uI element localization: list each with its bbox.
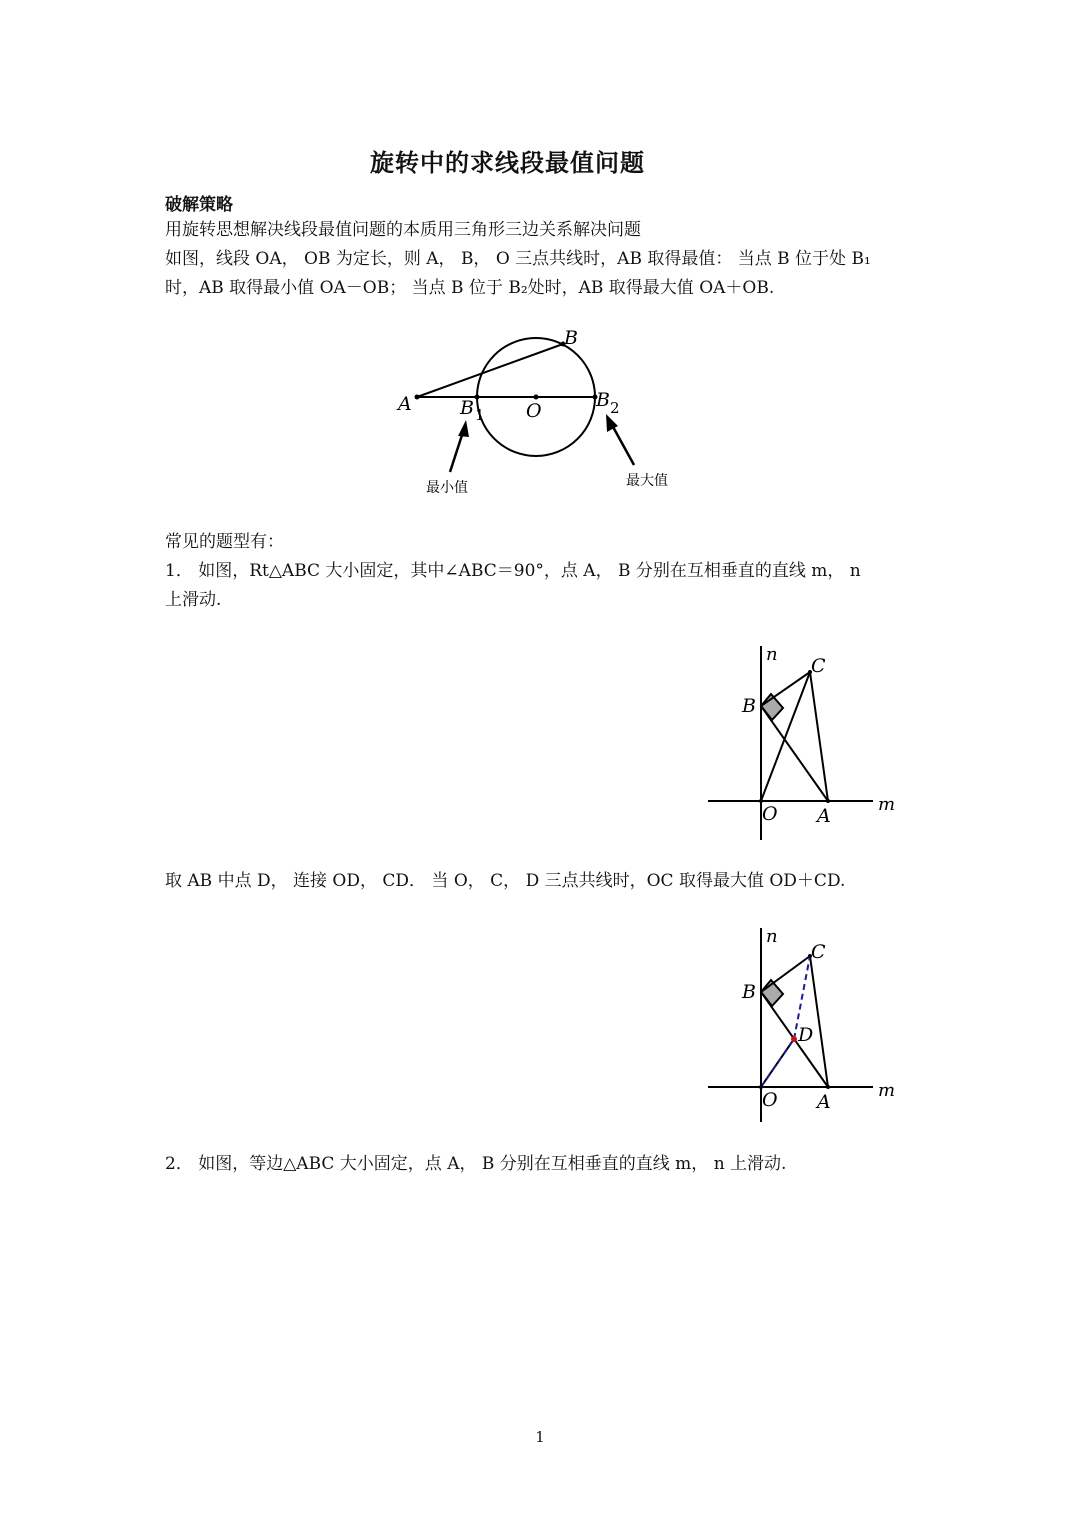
point-a [826, 1085, 830, 1089]
paragraph-5: 1． 如图，Rt△ABC 大小固定，其中∠ABC＝90°，点 A， B 分别在互相垂直的直线 m， n [165, 561, 861, 581]
label-c: C [811, 655, 826, 677]
paragraph-6: 上滑动. [165, 590, 222, 610]
label-a: A [817, 1091, 831, 1113]
label-min-value: 最小值 [426, 480, 468, 496]
segment-oc-lower [761, 1039, 794, 1087]
segment-ba [761, 706, 828, 801]
figure-midpoint-diagram [700, 922, 910, 1127]
arrow-min-line [450, 432, 463, 472]
label-d: D [798, 1024, 814, 1046]
label-o: O [526, 400, 542, 422]
point-a [415, 395, 420, 400]
label-b: B [564, 327, 578, 349]
page-number: 1 [535, 1428, 545, 1446]
paragraph-8: 2． 如图，等边△ABC 大小固定，点 A， B 分别在互相垂直的直线 m， n 上滑动. [165, 1154, 787, 1174]
segment-bc [761, 956, 810, 992]
label-b2: B [596, 389, 610, 411]
segment-ab [417, 344, 563, 397]
label-m: m [878, 1080, 896, 1101]
figure-circle-diagram [390, 320, 710, 505]
label-b2-subscript: 2 [610, 399, 620, 417]
point-d [791, 1036, 797, 1042]
label-c: C [811, 941, 826, 963]
label-a: A [398, 393, 412, 415]
segment-oc [761, 672, 810, 801]
page-title: 旋转中的求线段最值问题 [370, 148, 645, 177]
label-b1-subscript: 1 [475, 406, 485, 424]
paragraph-3: 时，AB 取得最小值 OA－OB； 当点 B 位于 B₂处时，AB 取得最大值 OA＋OB. [165, 278, 775, 298]
label-a: A [817, 805, 831, 827]
arrow-min-head [458, 420, 469, 437]
label-b: B [742, 695, 756, 717]
label-o: O [762, 803, 778, 825]
paragraph-2: 如图，线段 OA， OB 为定长，则 A， B， O 三点共线时，AB 取得最值： 当点 B 位于处 B₁ [165, 249, 871, 269]
label-n: n [766, 926, 778, 947]
section-heading: 破解策略 [165, 195, 233, 215]
paragraph-7: 取 AB 中点 D， 连接 OD， CD． 当 O， C， D 三点共线时，OC 取得最大值 OD＋CD. [165, 871, 846, 891]
label-o: O [762, 1089, 778, 1111]
arrow-max-line [612, 425, 634, 465]
point-a [826, 799, 830, 803]
label-m: m [878, 794, 896, 815]
paragraph-4: 常见的题型有： [165, 532, 284, 552]
label-b: B [742, 981, 756, 1003]
segment-ca [810, 956, 828, 1087]
label-b1: B [460, 397, 474, 419]
label-max-value: 最大值 [626, 473, 668, 489]
label-n: n [766, 644, 778, 665]
figure-right-triangle [700, 640, 910, 845]
point-o [534, 395, 539, 400]
point-b1 [475, 395, 480, 400]
segment-ca [810, 672, 828, 801]
paragraph-1: 用旋转思想解决线段最值问题的本质用三角形三边关系解决问题 [165, 220, 641, 240]
